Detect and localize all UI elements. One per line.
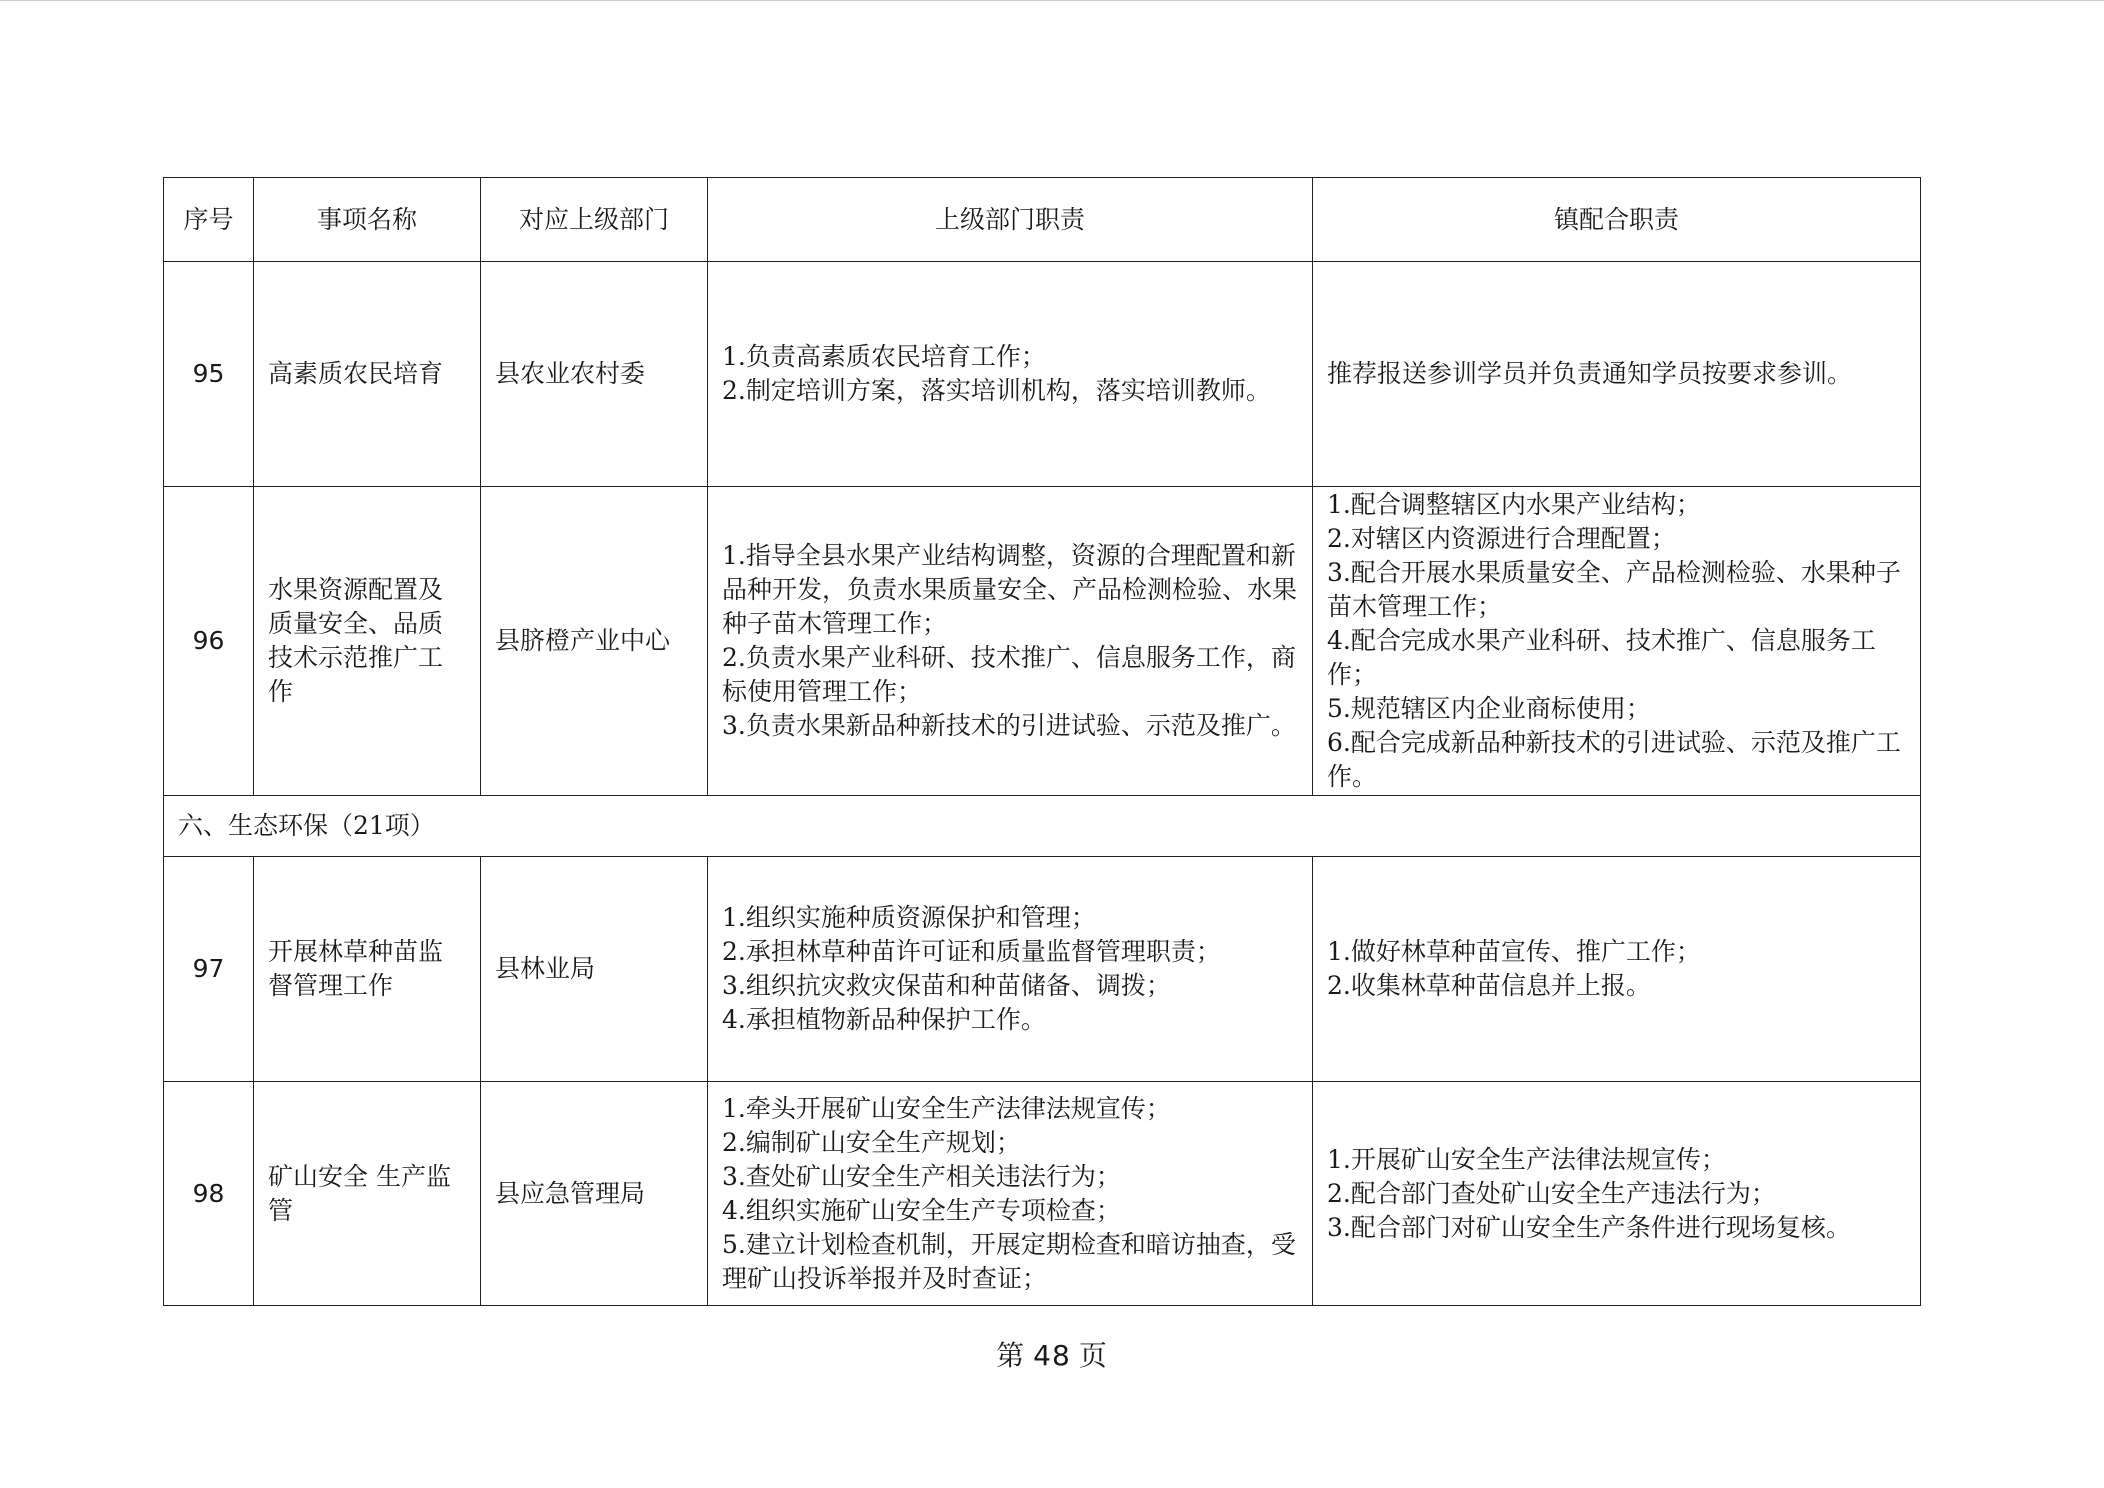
table-row bbox=[164, 857, 1921, 1082]
duty-line: 4.承担植物新品种保护工作。 bbox=[722, 1005, 1046, 1034]
duty-line: 2.负责水果产业科研、技术推广、信息服务工作，商标使用管理工作； bbox=[722, 643, 1296, 706]
duty-line: 2.制定培训方案，落实培训机构，落实培训教师。 bbox=[722, 376, 1271, 405]
duty-line: 1.开展矿山安全生产法律法规宣传； bbox=[1327, 1144, 1726, 1174]
header-town-duties: 镇配合职责 bbox=[1313, 178, 1921, 262]
table-row bbox=[164, 487, 1921, 796]
page-number: 48 bbox=[1033, 1339, 1071, 1372]
duty-line: 2.收集林草种苗信息并上报。 bbox=[1327, 971, 1651, 1000]
duty-line: 1.指导全县水果产业结构调整，资源的合理配置和新品种开发，负责水果质量安全、产品检测检验、水果种子苗木管理工作； bbox=[722, 541, 1298, 638]
duty-line: 1.做好林草种苗宣传、推广工作； bbox=[1327, 937, 1701, 966]
duty-line: 2.编制矿山安全生产规划； bbox=[722, 1127, 1021, 1157]
upper-dept: 县应急管理局 bbox=[481, 1082, 708, 1306]
duty-line: 4.组织实施矿山安全生产专项检查； bbox=[722, 1195, 1121, 1225]
upper-dept: 县林业局 bbox=[481, 857, 708, 1082]
duty-line: 3.配合部门对矿山安全生产条件进行现场复核。 bbox=[1327, 1212, 1851, 1242]
row-number: 98 bbox=[164, 1082, 254, 1306]
town-duties bbox=[1313, 857, 1921, 1082]
item-name: 高素质农民培育 bbox=[254, 262, 481, 487]
item-name: 水果资源配置及质量安全、品质技术示范推广工作 bbox=[254, 487, 481, 796]
duty-line: 推荐报送参训学员并负责通知学员按要求参训。 bbox=[1327, 359, 1853, 388]
top-border-line bbox=[0, 0, 2104, 1]
header-item-name: 事项名称 bbox=[254, 178, 481, 262]
item-name: 开展林草种苗监督管理工作 bbox=[254, 857, 481, 1082]
table-row bbox=[164, 1082, 1921, 1306]
footer-suffix: 页 bbox=[1078, 1339, 1108, 1372]
duty-line: 5.规范辖区内企业商标使用； bbox=[1327, 694, 1651, 723]
table-header-row bbox=[164, 178, 1921, 262]
duty-line: 4.配合完成水果产业科研、技术推广、信息服务工作； bbox=[1327, 626, 1876, 689]
footer-prefix: 第 bbox=[996, 1339, 1026, 1372]
duty-line: 1.负责高素质农民培育工作； bbox=[722, 342, 1046, 371]
upper-duties bbox=[708, 1082, 1313, 1306]
town-duties bbox=[1313, 262, 1921, 487]
duty-line: 5.建立计划检查机制，开展定期检查和暗访抽查，受理矿山投诉举报并及时查证； bbox=[722, 1229, 1296, 1293]
section-row bbox=[164, 796, 1921, 857]
duty-line: 6.配合完成新品种新技术的引进试验、示范及推广工作。 bbox=[1327, 728, 1901, 791]
header-num: 序号 bbox=[164, 178, 254, 262]
row-number: 96 bbox=[164, 487, 254, 796]
duty-line: 2.对辖区内资源进行合理配置； bbox=[1327, 524, 1676, 553]
row-number: 97 bbox=[164, 857, 254, 1082]
duty-line: 1.配合调整辖区内水果产业结构； bbox=[1327, 490, 1701, 519]
duty-line: 1.牵头开展矿山安全生产法律法规宣传； bbox=[722, 1093, 1171, 1123]
duty-line: 3.配合开展水果质量安全、产品检测检验、水果种子苗木管理工作； bbox=[1327, 558, 1901, 621]
upper-duties bbox=[708, 857, 1313, 1082]
duty-line: 3.查处矿山安全生产相关违法行为； bbox=[722, 1161, 1121, 1191]
row-number: 95 bbox=[164, 262, 254, 487]
page-footer bbox=[0, 1334, 2104, 1374]
item-name: 矿山安全 生产监管 bbox=[254, 1082, 481, 1306]
duty-line: 3.组织抗灾救灾保苗和种苗储备、调拨； bbox=[722, 971, 1171, 1000]
section-title: 六、生态环保（21项） bbox=[164, 796, 1921, 857]
table-row bbox=[164, 262, 1921, 487]
duty-line: 2.承担林草种苗许可证和质量监督管理职责； bbox=[722, 937, 1221, 966]
duties-table bbox=[163, 177, 1921, 1306]
upper-dept: 县农业农村委 bbox=[481, 262, 708, 487]
upper-dept: 县脐橙产业中心 bbox=[481, 487, 708, 796]
duty-line: 3.负责水果新品种新技术的引进试验、示范及推广。 bbox=[722, 711, 1296, 740]
upper-duties bbox=[708, 262, 1313, 487]
header-upper-dept: 对应上级部门 bbox=[481, 178, 708, 262]
header-upper-duties: 上级部门职责 bbox=[708, 178, 1313, 262]
town-duties bbox=[1313, 1082, 1921, 1306]
town-duties bbox=[1313, 487, 1921, 796]
upper-duties bbox=[708, 487, 1313, 796]
duty-line: 1.组织实施种质资源保护和管理； bbox=[722, 903, 1096, 932]
duty-line: 2.配合部门查处矿山安全生产违法行为； bbox=[1327, 1178, 1776, 1208]
